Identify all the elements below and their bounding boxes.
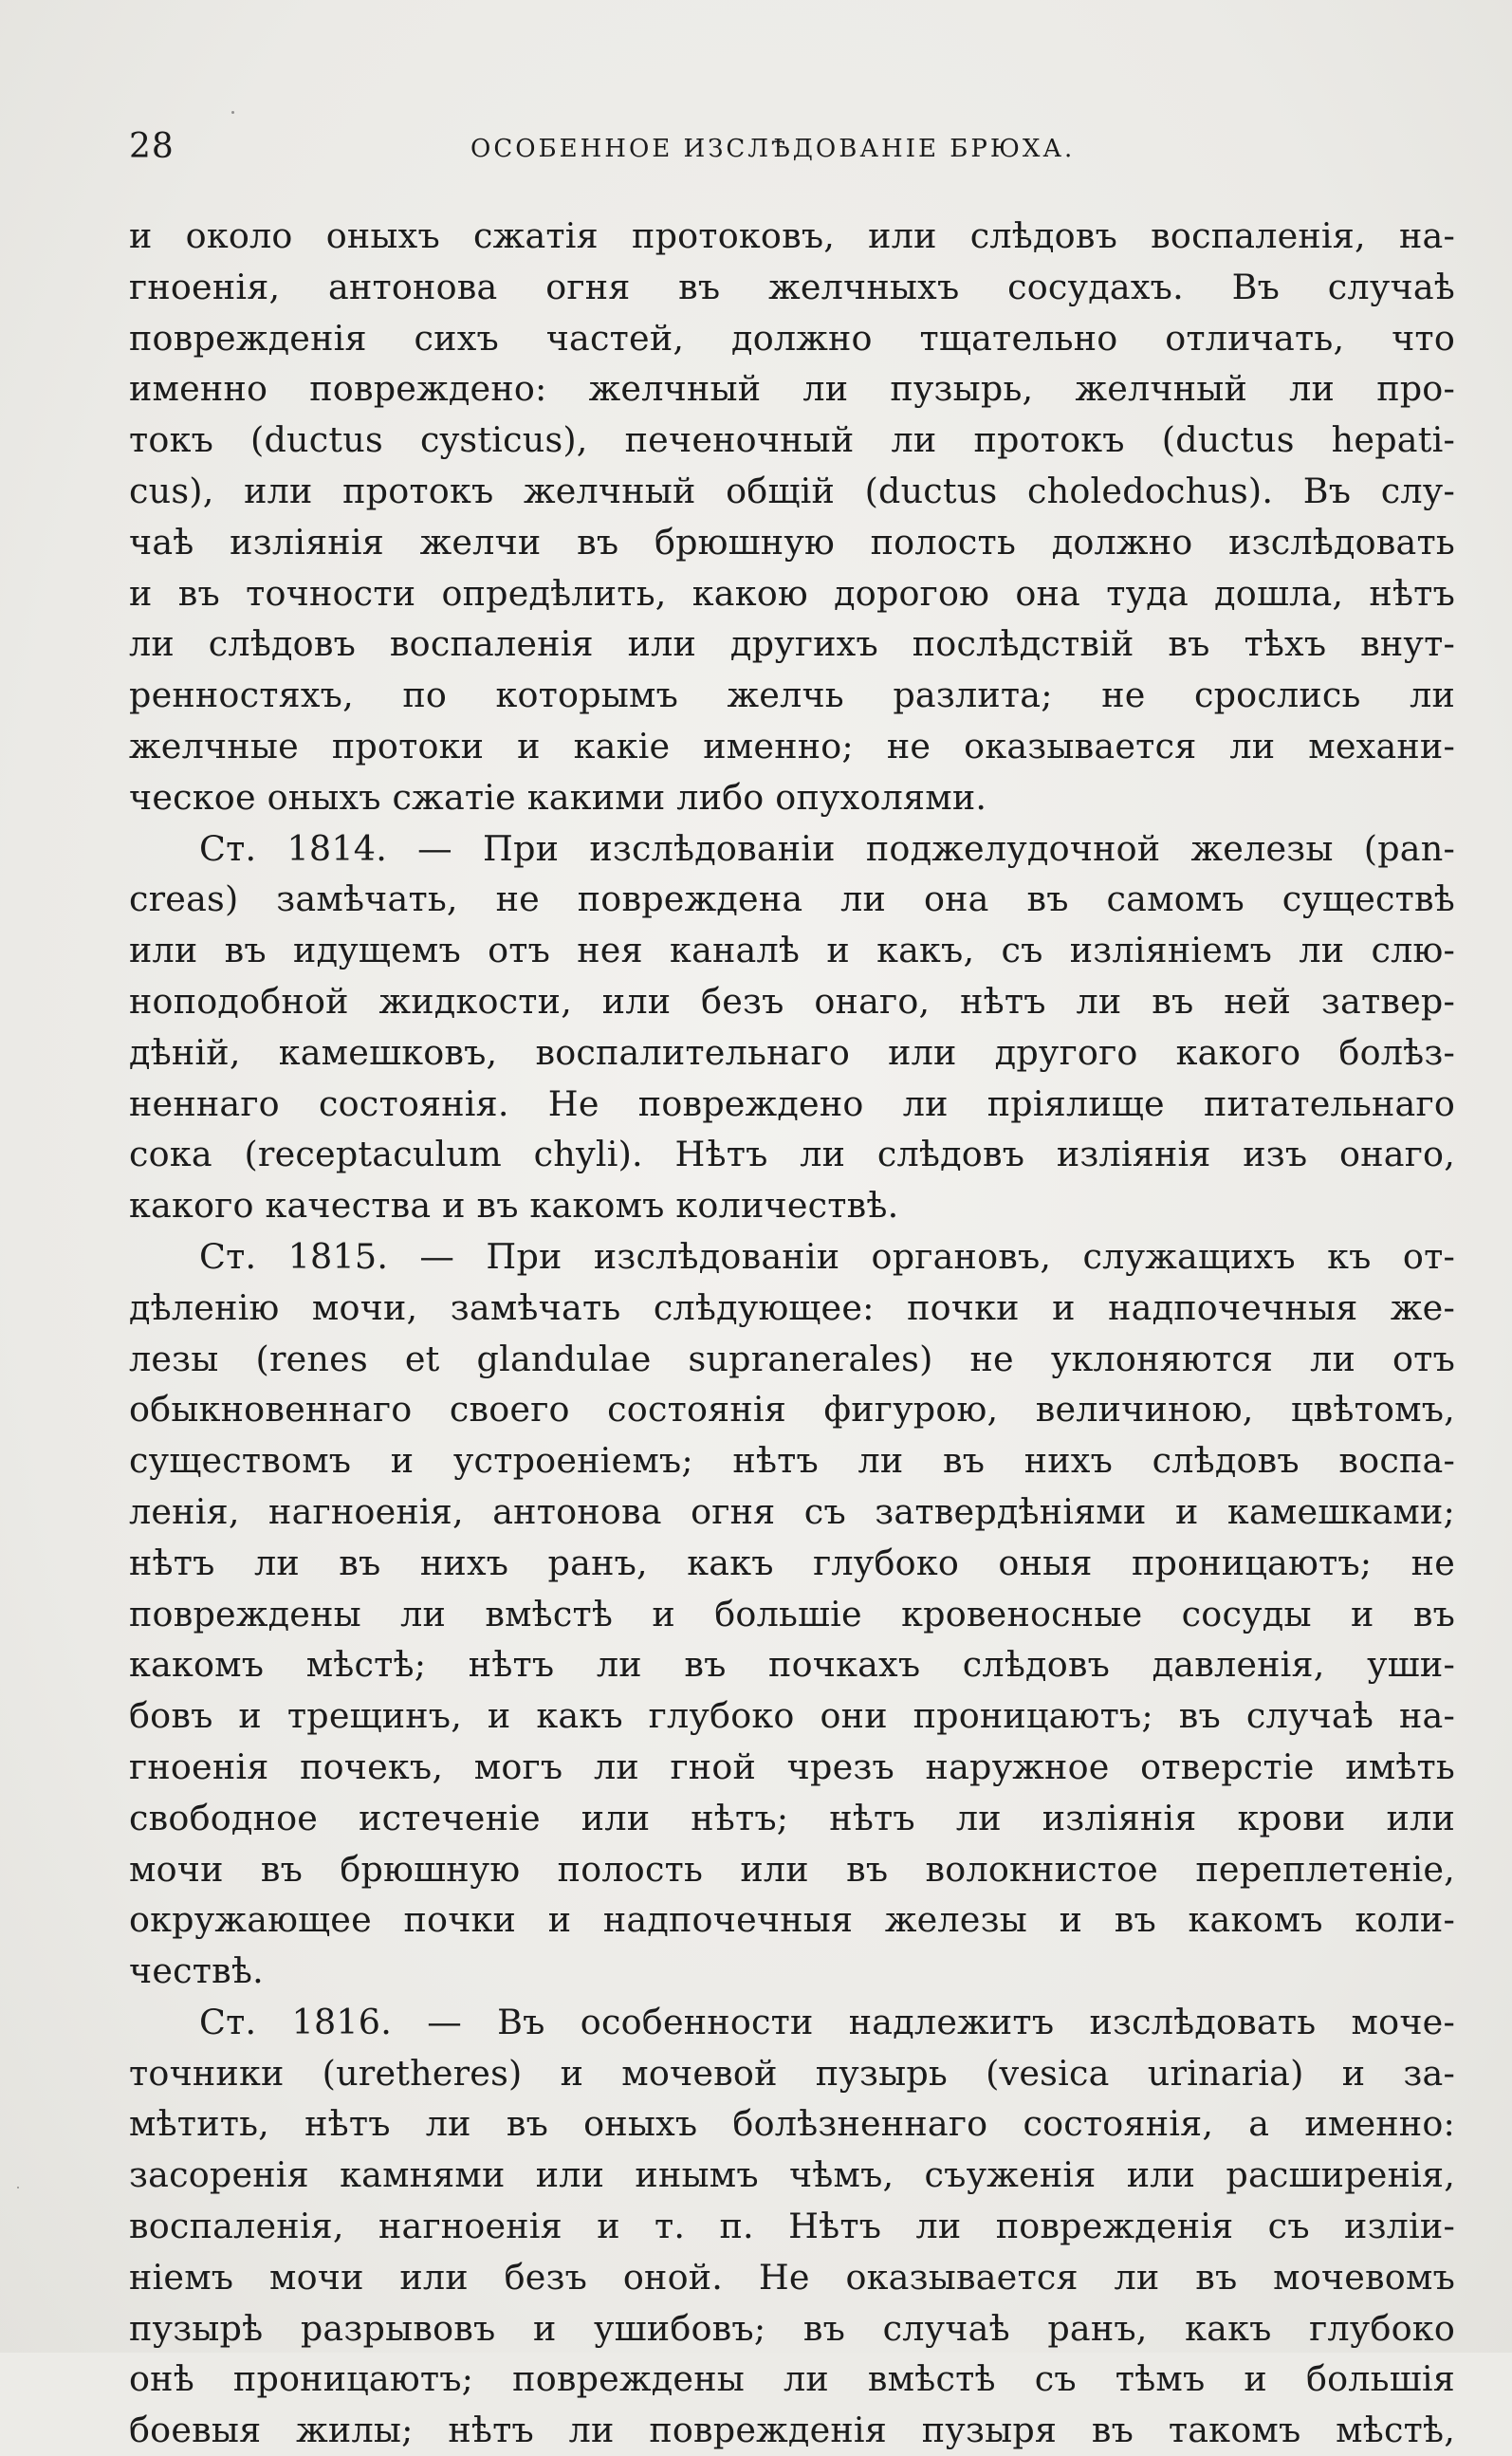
page-header bbox=[123, 123, 1451, 171]
paper-speck bbox=[231, 111, 234, 114]
text-line: неннаго состоянія. Не повреждено ли пріялище питательнаго bbox=[129, 1082, 1455, 1124]
running-head: ОСОБЕННОЕ ИЗСЛѢДОВАНІЕ БРЮХА. bbox=[470, 135, 1076, 163]
text-line: ленія, нагноенія, антонова огня съ затвердѣніями и камешками; bbox=[129, 1490, 1455, 1532]
body-text bbox=[129, 211, 1455, 2456]
text-line: бовъ и трещинъ, и какъ глубоко они проницаютъ; въ случаѣ на- bbox=[129, 1695, 1455, 1737]
paper-speck bbox=[17, 2187, 19, 2188]
text-line: и въ точности опредѣлить, какою дорогою она туда дошла, нѣтъ bbox=[129, 572, 1455, 614]
text-line: дѣленію мочи, замѣчать слѣдующее: почки и надпочечныя же- bbox=[129, 1286, 1455, 1328]
text-line: ли слѣдовъ воспаленія или другихъ послѣдствій въ тѣхъ внут- bbox=[129, 623, 1455, 665]
text-line: обыкновеннаго своего состоянія фигурою, величиною, цвѣтомъ, bbox=[129, 1389, 1455, 1431]
text-line: или въ идущемъ отъ нея каналѣ и какъ, съ изліяніемъ ли слю- bbox=[129, 930, 1455, 971]
text-line: сока (receptaculum chyli). Нѣтъ ли слѣдовъ изліянія изъ онаго, bbox=[129, 1134, 1455, 1175]
text-line: существомъ и устроеніемъ; нѣтъ ли въ нихъ слѣдовъ воспа- bbox=[129, 1440, 1455, 1482]
text-line: засоренія камнями или инымъ чѣмъ, съуженія или расширенія, bbox=[129, 2154, 1455, 2196]
text-line: поврежденія сихъ частей, должно тщательно отличать, что bbox=[129, 317, 1455, 359]
text-line: какомъ мѣстѣ; нѣтъ ли въ почкахъ слѣдовъ давленія, уши- bbox=[129, 1644, 1455, 1686]
article-1816-line: Ст. 1816. — Въ особенности надлежитъ изслѣдовать моче- bbox=[199, 2001, 1455, 2042]
text-line: желчные протоки и какіе именно; не оказывается ли механи- bbox=[129, 725, 1455, 766]
text-line: нѣтъ ли въ нихъ ранъ, какъ глубоко оныя проницаютъ; не bbox=[129, 1542, 1455, 1583]
text-line: лезы (renes et glandulae supranerales) не уклоняются ли отъ bbox=[129, 1338, 1455, 1379]
text-line: и около оныхъ сжатія протоковъ, или слѣдовъ воспаленія, на- bbox=[129, 215, 1455, 256]
text-line: мѣтить, нѣтъ ли въ оныхъ болѣзненнаго состоянія, а именно: bbox=[129, 2103, 1455, 2145]
text-line: токъ (ductus cysticus), печеночный ли протокъ (ductus hepati- bbox=[129, 419, 1455, 461]
text-line: ческое оныхъ сжатіе какими либо опухолями. bbox=[129, 776, 987, 818]
text-line: пузырѣ разрывовъ и ушибовъ; въ случаѣ ранъ, какъ глубоко bbox=[129, 2307, 1455, 2349]
text-line: онѣ проницаютъ; повреждены ли вмѣстѣ съ тѣмъ и большія bbox=[129, 2358, 1455, 2400]
text-line: окружающее почки и надпочечныя железы и въ какомъ коли- bbox=[129, 1899, 1455, 1941]
text-line: ніемъ мочи или безъ оной. Не оказывается ли въ мочевомъ bbox=[129, 2256, 1455, 2298]
text-line: гноенія, антонова огня въ желчныхъ сосудахъ. Въ случаѣ bbox=[129, 266, 1455, 307]
text-line: чествѣ. bbox=[129, 1950, 264, 1992]
text-line: повреждены ли вмѣстѣ и большіе кровеносные сосуды и въ bbox=[129, 1593, 1455, 1634]
text-line: свободное истеченіе или нѣтъ; нѣтъ ли изліянія крови или bbox=[129, 1797, 1455, 1838]
text-line: дѣній, камешковъ, воспалительнаго или другого какого болѣз- bbox=[129, 1031, 1455, 1073]
article-1814-line: Ст. 1814. — При изслѣдованіи поджелудочной железы (pan- bbox=[199, 827, 1455, 869]
text-line: точники (uretheres) и мочевой пузырь (vesica urinaria) и за- bbox=[129, 2052, 1455, 2094]
text-line: ренностяхъ, по которымъ желчь разлита; не срослись ли bbox=[129, 674, 1455, 716]
text-line: именно повреждено: желчный ли пузырь, желчный ли про- bbox=[129, 368, 1455, 410]
text-line: гноенія почекъ, могъ ли гной чрезъ наружное отверстіе имѣть bbox=[129, 1745, 1455, 1787]
article-1815-line: Ст. 1815. — При изслѣдованіи органовъ, служащихъ къ от- bbox=[199, 1235, 1455, 1277]
text-line: ноподобной жидкости, или безъ онаго, нѣтъ ли въ ней затвер- bbox=[129, 980, 1455, 1022]
text-line: creas) замѣчать, не повреждена ли она въ самомъ существѣ bbox=[129, 878, 1455, 920]
text-line: чаѣ изліянія желчи въ брюшную полость должно изслѣдовать bbox=[129, 521, 1455, 563]
text-line: какого качества и въ какомъ количествѣ. bbox=[129, 1185, 899, 1227]
text-line: мочи въ брюшную полость или въ волокнистое переплетеніе, bbox=[129, 1848, 1455, 1890]
text-line: cus), или протокъ желчный общій (ductus choledochus). Въ слу- bbox=[129, 470, 1455, 511]
text-line: воспаленія, нагноенія и т. п. Нѣтъ ли поврежденія съ изліи- bbox=[129, 2206, 1455, 2247]
text-line: боевыя жилы; нѣтъ ли поврежденія пузыря въ такомъ мѣстѣ, bbox=[129, 2410, 1455, 2451]
page-number: 28 bbox=[129, 127, 175, 166]
